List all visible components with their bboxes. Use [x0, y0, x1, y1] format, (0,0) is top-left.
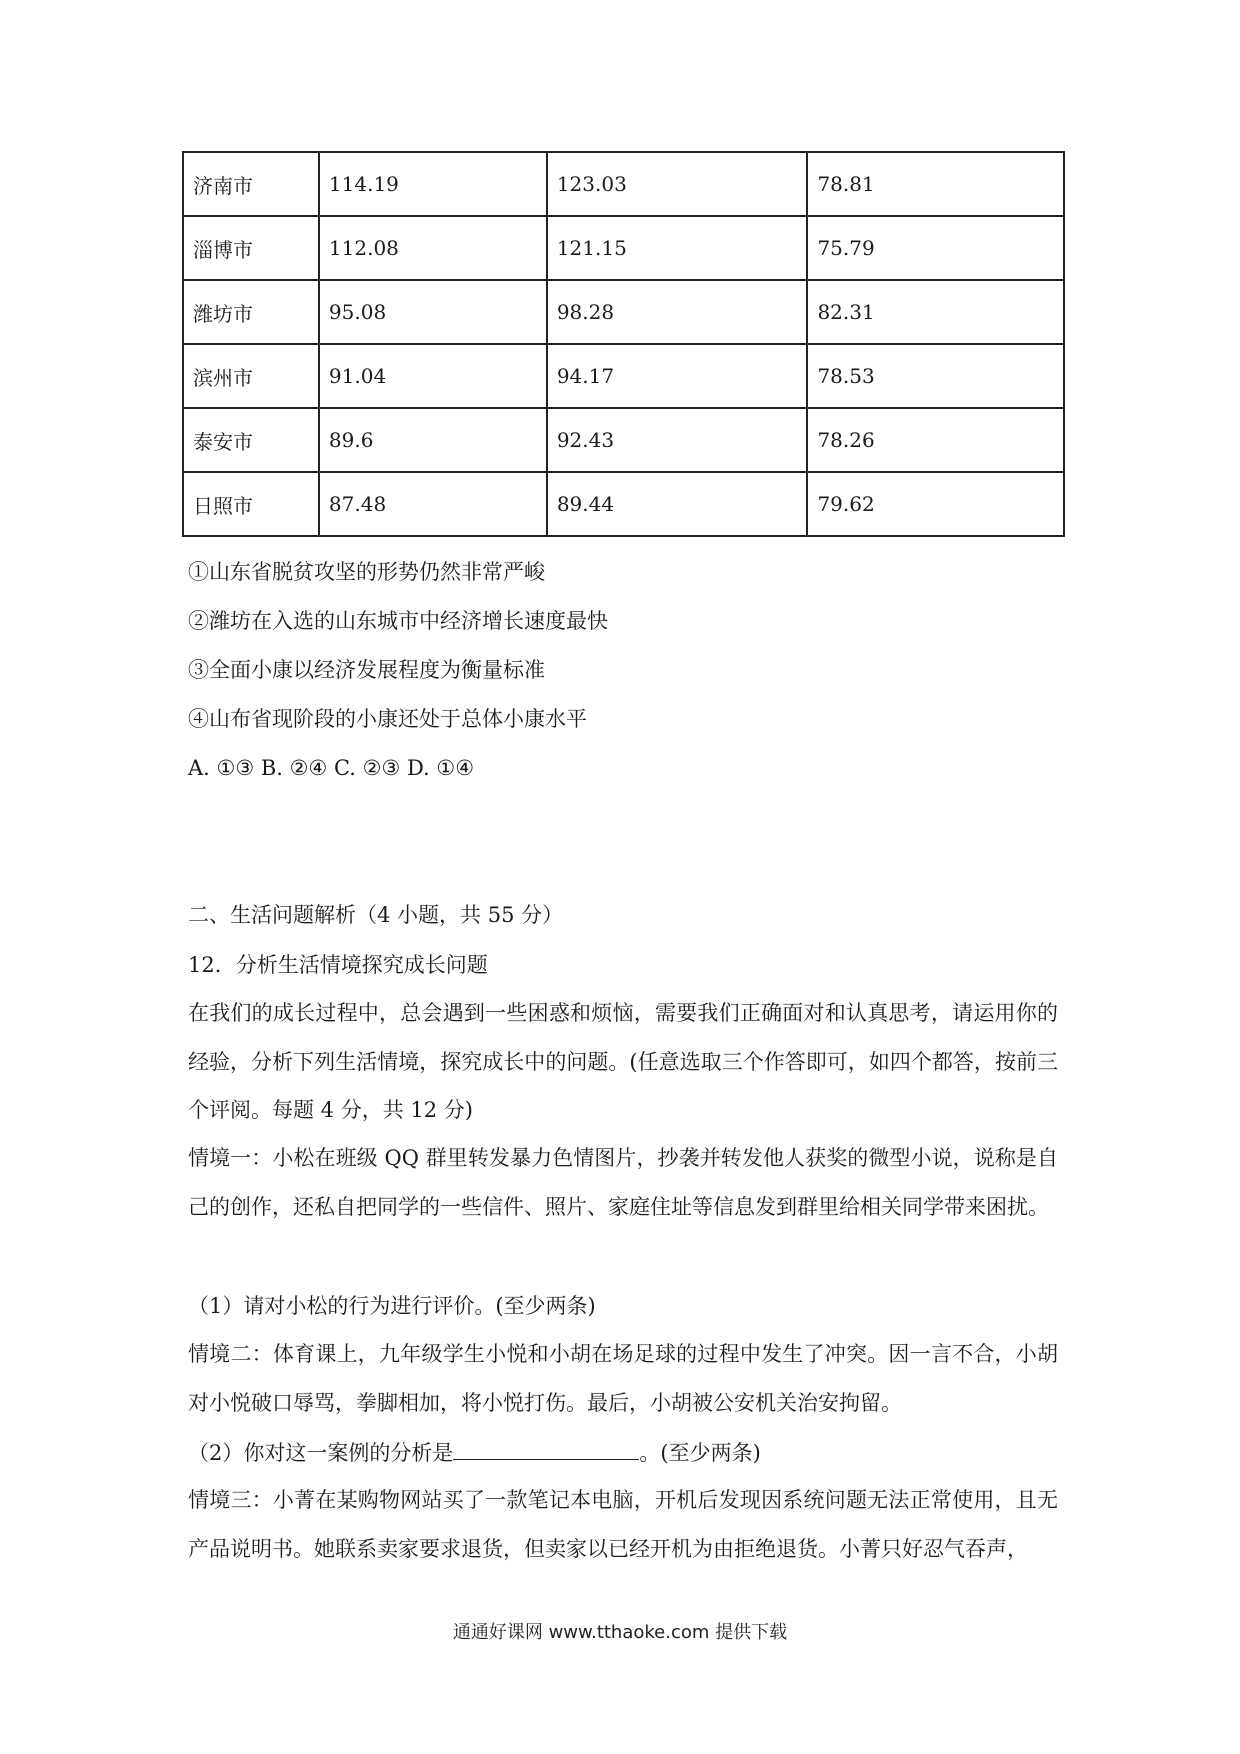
table-cell: 95.08 [319, 280, 547, 344]
table-cell: 潍坊市 [183, 280, 319, 344]
table-cell: 112.08 [319, 216, 547, 280]
question-title: 12．分析生活情境探究成长问题 [188, 953, 488, 977]
table-cell: 92.43 [547, 408, 808, 472]
table-cell: 78.26 [807, 408, 1064, 472]
table-cell: 98.28 [547, 280, 808, 344]
table-cell: 114.19 [319, 152, 547, 216]
table-cell: 94.17 [547, 344, 808, 408]
section-heading: 二、生活问题解析（4 小题，共 55 分） [188, 903, 564, 927]
table-row [183, 216, 1064, 280]
table-cell: 日照市 [183, 472, 319, 536]
table-cell: 123.03 [547, 152, 808, 216]
table-row [183, 152, 1064, 216]
intro-paragraph: 在我们的成长过程中，总会遇到一些困惑和烦恼，需要我们正确面对和认真思考，请运用你的经验，分析下列生活情境，探究成长中的问题。(任意选取三个作答即可，如四个都答，按前三个评阅。每题 4 分，共 12 分) [188, 1001, 1058, 1122]
sub-question-2 [188, 1437, 761, 1468]
data-table [182, 151, 1065, 537]
table-cell: 75.79 [807, 216, 1064, 280]
table-cell: 89.44 [547, 472, 808, 536]
table-row [183, 472, 1064, 536]
table-cell: 121.15 [547, 216, 808, 280]
statement-4: ④山布省现阶段的小康还处于总体小康水平 [188, 707, 587, 731]
statement-3: ③全面小康以经济发展程度为衡量标准 [188, 658, 545, 682]
table-cell: 济南市 [183, 152, 319, 216]
statement-2: ②潍坊在入选的山东城市中经济增长速度最快 [188, 609, 608, 633]
sub-question-2-text: （2）你对这一案例的分析是 [188, 1441, 454, 1465]
table-cell: 滨州市 [183, 344, 319, 408]
table-cell: 泰安市 [183, 408, 319, 472]
statement-1: ①山东省脱贫攻坚的形势仍然非常严峻 [188, 560, 545, 584]
table-cell: 89.6 [319, 408, 547, 472]
scenario-1: 情境一：小松在班级 QQ 群里转发暴力色情图片，抄袭并转发他人获奖的微型小说，说称是自己的创作，还私自把同学的一些信件、照片、家庭住址等信息发到群里给相关同学带来困扰。 [188, 1146, 1058, 1219]
scenario-2: 情境二：体育课上，九年级学生小悦和小胡在场足球的过程中发生了冲突。因一言不合，小胡对小悦破口辱骂，拳脚相加，将小悦打伤。最后，小胡被公安机关治安拘留。 [188, 1342, 1058, 1415]
table-cell: 淄博市 [183, 216, 319, 280]
table-cell: 78.53 [807, 344, 1064, 408]
table-cell: 82.31 [807, 280, 1064, 344]
table-cell: 79.62 [807, 472, 1064, 536]
footer-credit: 通通好课网 www.tthaoke.com 提供下载 [452, 1622, 788, 1643]
answer-blank [453, 1437, 639, 1460]
table-row [183, 408, 1064, 472]
table-row [183, 344, 1064, 408]
sub-question-1: （1）请对小松的行为进行评价。(至少两条) [188, 1294, 596, 1318]
table-cell: 78.81 [807, 152, 1064, 216]
table-cell: 87.48 [319, 472, 547, 536]
table-cell: 91.04 [319, 344, 547, 408]
scenario-3: 情境三：小菁在某购物网站买了一款笔记本电脑，开机后发现因系统问题无法正常使用，且无产品说明书。她联系卖家要求退货，但卖家以已经开机为由拒绝退货。小菁只好忍气吞声， [188, 1488, 1058, 1561]
answer-options: A. ①③ B. ②④ C. ②③ D. ①④ [188, 756, 475, 780]
sub-question-2-suffix: 。(至少两条) [639, 1441, 761, 1465]
table-row [183, 280, 1064, 344]
